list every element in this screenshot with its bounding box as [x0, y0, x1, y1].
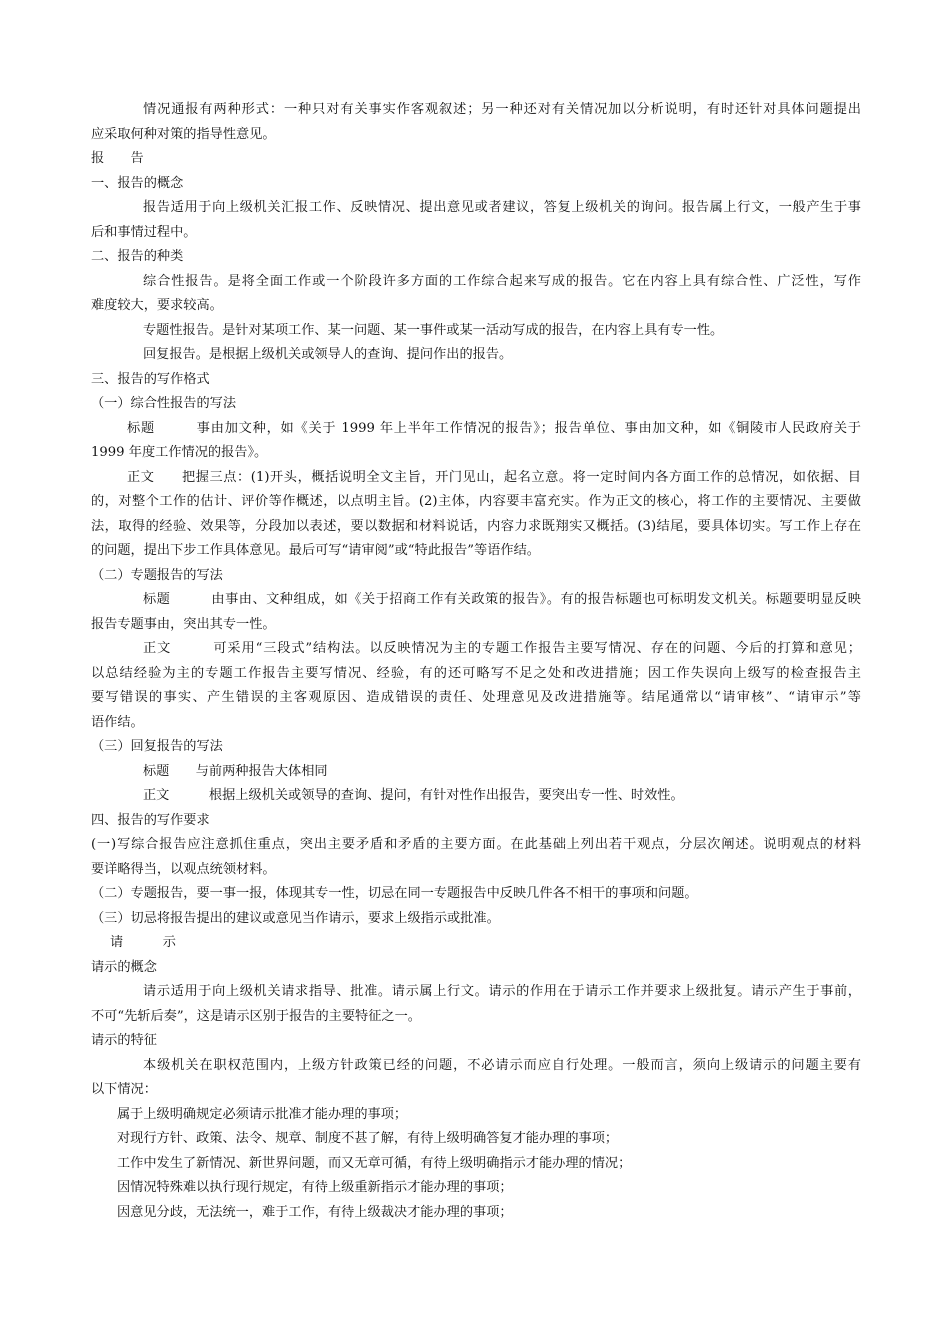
document-body [91, 98, 861, 1225]
list-item: 因情况特殊难以执行现行规定，有待上级重新指示才能办理的事项； [117, 1180, 513, 1195]
paragraph-line: 正文 把握三点：(1)开头，概括说明全文主旨，开门见山，起名立意。将一定时间内各方面工作的总情况，如依据、目 [127, 469, 861, 485]
list-item: 因意见分歧，无法统一，难于工作，有待上级裁决才能办理的事项； [117, 1204, 513, 1220]
paragraph-line: 的，对整个工作的估计、评价等作概述，以点明主旨。(2)主体，内容要丰富充实。作为正文的核心，将工作的主要情况、主要做 [91, 494, 861, 509]
paragraph-line: 专题性报告。是针对某项工作、某一问题、某一事件或某一活动写成的报告，在内容上具有专一性。 [143, 322, 724, 338]
paragraph-line: （二）专题报告，要一事一报，体现其专一性，切忌在同一专题报告中反映几件各不相干的事项和问题。 [91, 886, 698, 901]
heading: 请示的概念 [91, 959, 157, 975]
paragraph-line: 情况通报有两种形式：一种只对有关事实作客观叙述；另一种还对有关情况加以分析说明，有时还针对具体问题提出 [143, 102, 861, 117]
paragraph-line: 语作结。 [91, 714, 144, 730]
paragraph-line: 的问题，提出下步工作具体意见。最后可写“请审阅”或“特此报告”等语作结。 [91, 543, 540, 558]
subheading: （一）综合性报告的写法 [91, 396, 237, 411]
heading: 四、报告的写作要求 [91, 812, 210, 828]
paragraph-line: 1999 年度工作情况的报告》。 [91, 445, 268, 460]
paragraph-line: (一)写综合报告应注意抓住重点，突出主要矛盾和矛盾的主要方面。在此基础上列出若干观点，分层次阐述。说明观点的材料 [91, 837, 861, 852]
list-item: 工作中发生了新情况、新世界问题，而又无章可循，有待上级明确指示才能办理的情况； [117, 1155, 632, 1171]
paragraph-line: 要写错误的事实、产生错误的主客观原因、造成错误的责任、处理意见及改进措施等。结尾通常以“请审核”、“请审示”等 [91, 690, 861, 705]
paragraph-line: 以总结经验为主的专题工作报告主要写情况、经验，有的还可略写不足之处和改进措施；因工作失误向上级写的检查报告主 [91, 665, 861, 681]
paragraph-line: 后和事情过程中。 [91, 224, 197, 240]
paragraph-line: 难度较大，要求较高。 [91, 298, 223, 313]
paragraph-line: 法，取得的经验、效果等，分段加以表述，要以数据和材料说话，内容力求既翔实又概括。(3)结尾，要具体切实。写工作上存在 [91, 518, 861, 534]
paragraph-line: 正文 根据上级机关或领导的查询、提问，有针对性作出报告，要突出专一性、时效性。 [143, 788, 684, 803]
heading: 请示的特征 [91, 1033, 157, 1048]
paragraph-line: 请示适用于向上级机关请求指导、批准。请示属上行文。请示的作用在于请示工作并要求上级批复。请示产生于事前， [143, 984, 861, 999]
list-item: 对现行方针、政策、法令、规章、制度不甚了解，有待上级明确答复才能办理的事项； [117, 1131, 619, 1146]
list-item: 属于上级明确规定必须请示批准才能办理的事项； [117, 1106, 408, 1122]
paragraph-line: 应采取何种对策的指导性意见。 [91, 126, 276, 142]
paragraph-line: 回复报告。是根据上级机关或领导人的查询、提问作出的报告。 [143, 347, 513, 362]
paragraph-line: 不可“先斩后奏”，这是请示区别于报告的主要特征之一。 [91, 1008, 421, 1024]
heading: 二、报告的种类 [91, 249, 184, 264]
paragraph-line: （三）切忌将报告提出的建议或意见当作请示，要求上级指示或批准。 [91, 910, 500, 926]
section-title-report: 报 告 [91, 151, 144, 166]
paragraph-line: 标题 事由加文种，如《关于 1999 年上半年工作情况的报告》；报告单位、事由加文种，如《铜陵市人民政府关于 [127, 420, 861, 436]
paragraph-line: 标题 由事由、文种组成，如《关于招商工作有关政策的报告》。有的报告标题也可标明发文机关。标题要明显反映 [143, 592, 861, 607]
paragraph-line: 报告适用于向上级机关汇报工作、反映情况、提出意见或者建议，答复上级机关的询问。报告属上行文，一般产生于事 [143, 200, 861, 215]
paragraph-line: 标题 与前两种报告大体相同 [143, 763, 328, 779]
paragraph-line: 正文 可采用“三段式”结构法。以反映情况为主的专题工作报告主要写情况、存在的问题、今后的打算和意见； [143, 641, 861, 656]
paragraph-line: 要详略得当，以观点统领材料。 [91, 861, 276, 877]
heading: 三、报告的写作格式 [91, 371, 210, 387]
heading: 一、报告的概念 [91, 175, 184, 191]
subheading: （二）专题报告的写法 [91, 567, 223, 583]
section-title-request: 请 示 [110, 935, 176, 950]
paragraph-line: 本级机关在职权范围内，上级方针政策已经的问题，不必请示而应自行处理。一般而言，须向上级请示的问题主要有 [143, 1057, 861, 1073]
paragraph-line: 以下情况： [91, 1082, 157, 1097]
paragraph-line: 综合性报告。是将全面工作或一个阶段许多方面的工作综合起来写成的报告。它在内容上具有综合性、广泛性，写作 [143, 273, 861, 289]
paragraph-line: 报告专题事由，突出其专一性。 [91, 616, 276, 632]
subheading: （三）回复报告的写法 [91, 739, 223, 754]
